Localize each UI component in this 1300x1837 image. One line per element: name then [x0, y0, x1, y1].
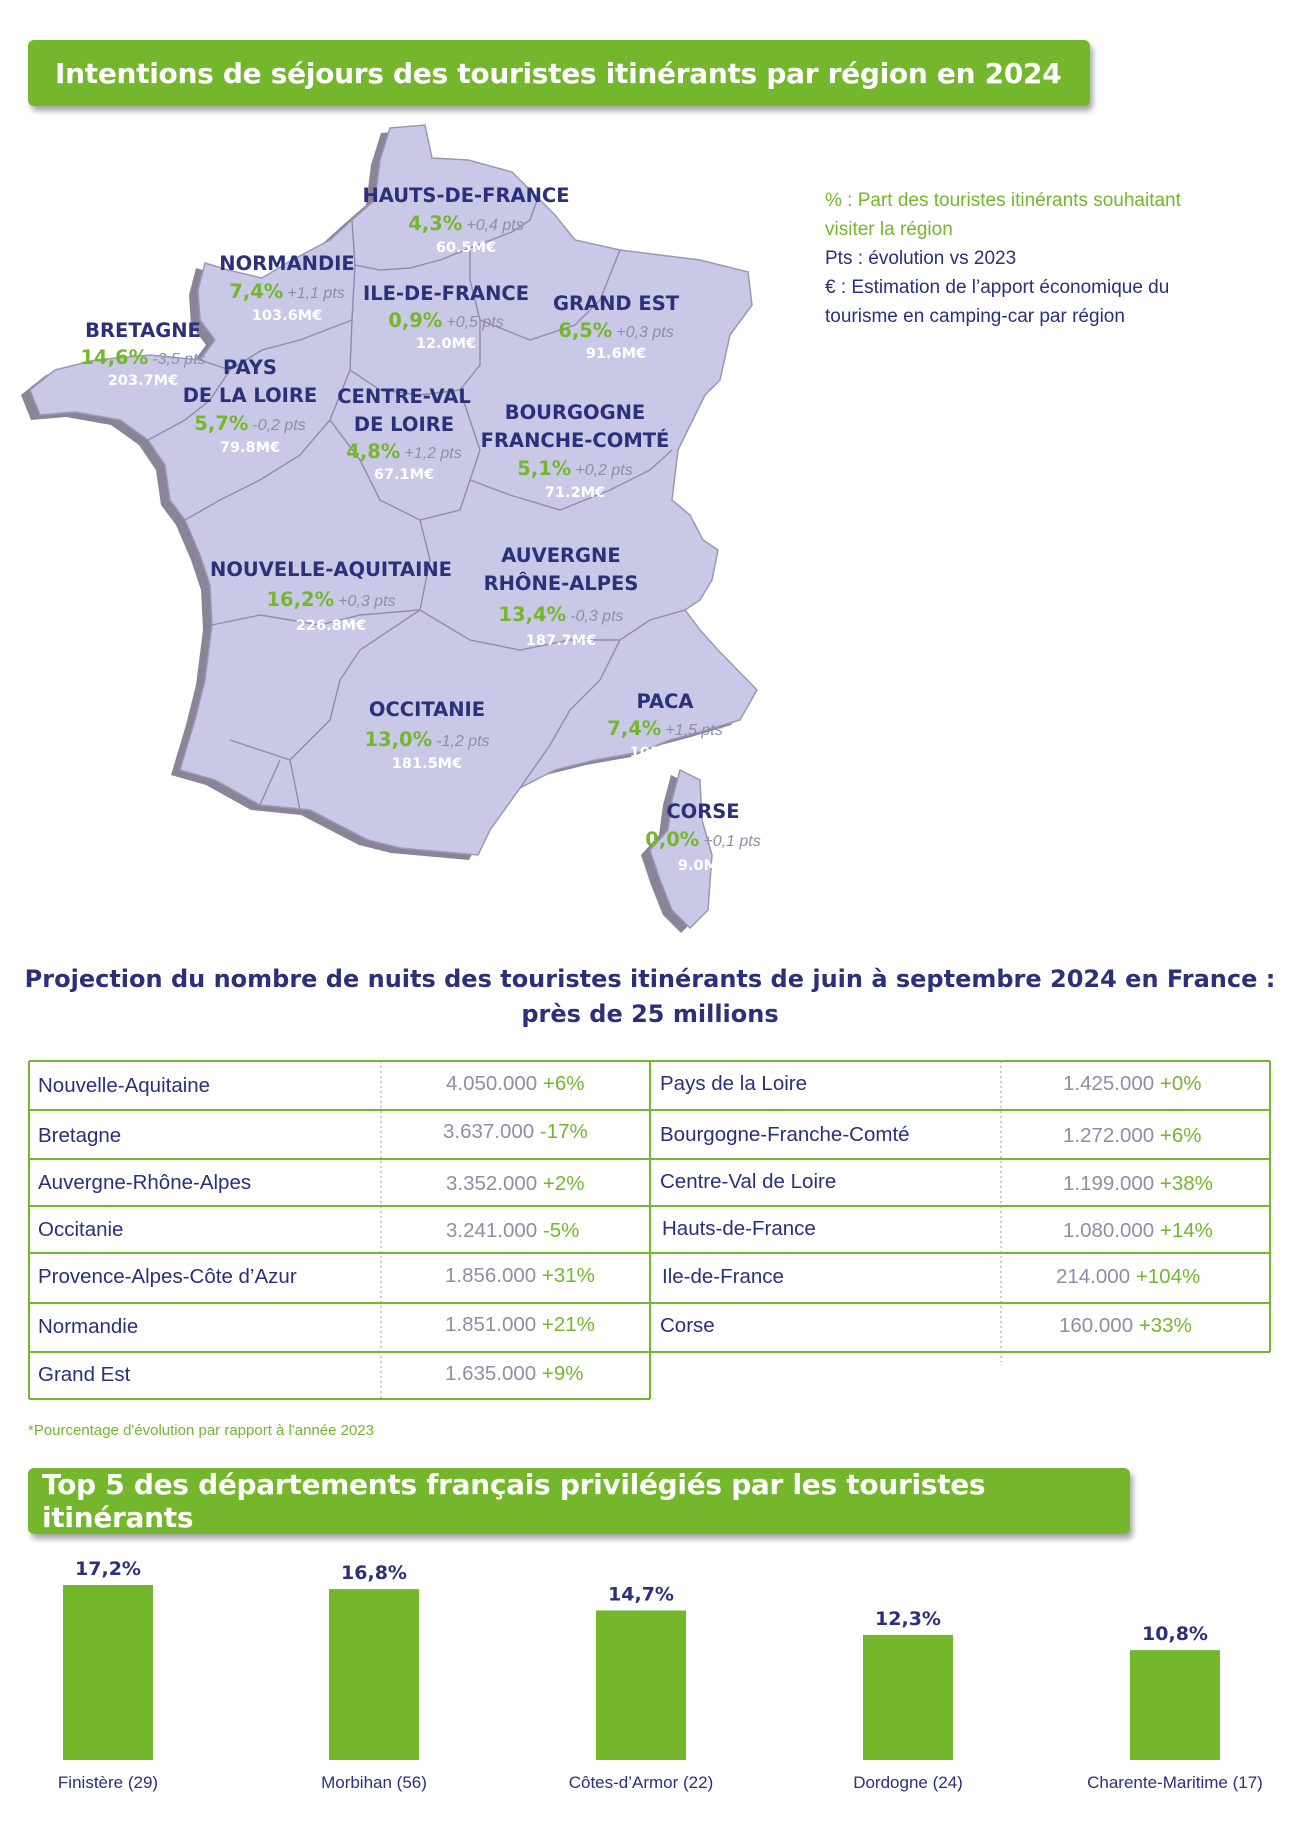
- region-name-paca: PACA: [636, 690, 694, 713]
- table-right-region-5: Corse: [660, 1314, 715, 1337]
- region-eur-corse: 9.0M€: [677, 858, 729, 874]
- top5-bar-chart: [0, 1555, 1300, 1825]
- table-right-value-4: 214.000 +104%: [1056, 1265, 1201, 1288]
- region-eur-pays-de-la-loire: 79.8M€: [219, 440, 281, 456]
- bar-category-label-0: Finistère (29): [57, 1773, 159, 1792]
- table-right-value-2: 1.199.000 +38%: [1063, 1172, 1213, 1195]
- bar-value-label-1: 16,8%: [341, 1562, 407, 1585]
- bar-0: [63, 1585, 153, 1760]
- table-right-value-5: 160.000 +33%: [1059, 1314, 1192, 1337]
- table-left-value-3: 3.241.000 -5%: [446, 1219, 580, 1242]
- region-stat-auvergne-rhone-alpes: 13,4% -0,3 pts: [498, 603, 624, 626]
- region-eur-occitanie: 181.5M€: [391, 756, 463, 772]
- region-eur-nouvelle-aquitaine: 226.8M€: [295, 618, 367, 634]
- section2-title: Top 5 des départements français privilégiés par les touristes itinérants: [42, 1468, 986, 1534]
- region-eur-grand-est: 91.6M€: [585, 346, 647, 362]
- bar-1: [329, 1589, 419, 1760]
- table-right-region-1: Bourgogne-Franche-Comté: [660, 1123, 910, 1146]
- region-name-bretagne: BRETAGNE: [85, 319, 201, 342]
- region-name-grand-est: GRAND EST: [552, 292, 680, 315]
- table-left-value-5: 1.851.000 +21%: [445, 1313, 595, 1336]
- region-eur-hauts-de-france: 60.5M€: [435, 240, 497, 256]
- table-right-region-3: Hauts-de-France: [662, 1217, 816, 1240]
- table-right-value-3: 1.080.000 +14%: [1063, 1219, 1213, 1242]
- table-left-region-6: Grand Est: [38, 1363, 131, 1386]
- table-left-region-2: Auvergne-Rhône-Alpes: [38, 1171, 252, 1194]
- region-name-normandie: NORMANDIE: [219, 252, 355, 275]
- legend-eur-line2: tourisme en camping-car par région: [825, 306, 1125, 327]
- table-left-region-4: Provence-Alpes-Côte d’Azur: [38, 1265, 297, 1288]
- section2-title-banner: [28, 1468, 1130, 1534]
- region-stat-grand-est: 6,5% +0,3 pts: [558, 319, 674, 342]
- region-name-pays-de-la-loire: PAYS DE LA LOIRE: [182, 356, 318, 407]
- projection-title: [0, 962, 1300, 1032]
- bar-3: [863, 1635, 953, 1760]
- bar-category-label-4: Charente-Maritime (17): [1087, 1773, 1263, 1792]
- bar-value-label-3: 12,3%: [875, 1607, 941, 1630]
- region-eur-bourgogne-franche-comte: 71.2M€: [544, 485, 606, 501]
- region-name-bourgogne-franche-comte: BOURGOGNE FRANCHE-COMTÉ: [480, 401, 670, 452]
- bar-value-label-0: 17,2%: [75, 1558, 141, 1580]
- region-name-centre-val-de-loire: CENTRE-VAL DE LOIRE: [337, 385, 471, 436]
- table-right-value-1: 1.272.000 +6%: [1063, 1124, 1202, 1147]
- table-right-region-4: Ile-de-France: [662, 1265, 784, 1288]
- nights-table: [28, 1060, 1271, 1400]
- legend-pct-line1: % : Part des touristes itinérants souhaitant: [825, 190, 1181, 211]
- projection-title-line1: Projection du nombre de nuits des touristes itinérants de juin à septembre 2024 en France :: [24, 965, 1276, 993]
- bar-value-label-4: 10,8%: [1142, 1623, 1208, 1646]
- table-left-value-0: 4.050.000 +6%: [446, 1072, 585, 1095]
- region-name-ile-de-france: ILE-DE-FRANCE: [362, 282, 530, 305]
- table-left-value-6: 1.635.000 +9%: [445, 1362, 584, 1385]
- table-left-value-2: 3.352.000 +2%: [446, 1172, 585, 1195]
- region-stat-corse: 0,0% +0,1 pts: [645, 828, 761, 851]
- bar-category-label-2: Côtes-d’Armor (22): [568, 1773, 714, 1792]
- region-eur-paca: 103.9M€: [629, 745, 701, 761]
- bar-4: [1130, 1650, 1220, 1760]
- legend-pct-line2: visiter la région: [825, 219, 953, 240]
- bar-category-label-3: Dordogne (24): [853, 1773, 963, 1792]
- table-left-region-0: Nouvelle-Aquitaine: [38, 1074, 211, 1097]
- section-title: Intentions de séjours des touristes itinérants par région en 2024: [55, 56, 1062, 90]
- table-right-value-0: 1.425.000 +0%: [1063, 1072, 1202, 1095]
- region-stat-paca: 7,4% +1,5 pts: [607, 717, 723, 740]
- region-eur-normandie: 103.6M€: [251, 308, 323, 324]
- region-stat-normandie: 7,4% +1,1 pts: [229, 280, 345, 303]
- bar-category-label-1: Morbihan (56): [321, 1773, 427, 1792]
- map-regions: [30, 125, 757, 928]
- region-stat-bourgogne-franche-comte: 5,1% +0,2 pts: [517, 457, 633, 480]
- region-stat-nouvelle-aquitaine: 16,2% +0,3 pts: [266, 588, 396, 611]
- region-stat-ile-de-france: 0,9% +0,5 pts: [388, 309, 504, 332]
- region-eur-bretagne: 203.7M€: [107, 373, 179, 389]
- region-stat-pays-de-la-loire: 5,7% -0,2 pts: [194, 412, 306, 435]
- region-stat-occitanie: 13,0% -1,2 pts: [364, 728, 490, 751]
- legend-eur-line1: € : Estimation de l’apport économique du: [825, 277, 1170, 298]
- region-name-corse: CORSE: [666, 800, 740, 823]
- region-name-auvergne-rhone-alpes: AUVERGNE RHÔNE-ALPES: [483, 544, 639, 595]
- region-stat-bretagne: 14,6% -3,5 pts: [80, 346, 206, 369]
- table-left-value-4: 1.856.000 +31%: [445, 1264, 595, 1287]
- footnote: *Pourcentage d'évolution par rapport à l'année 2023: [28, 1422, 374, 1439]
- table-right-region-2: Centre-Val de Loire: [660, 1170, 837, 1193]
- region-eur-centre-val-de-loire: 67.1M€: [373, 467, 435, 483]
- region-name-hauts-de-france: HAUTS-DE-FRANCE: [362, 184, 570, 207]
- region-eur-auvergne-rhone-alpes: 187.7M€: [525, 633, 597, 649]
- table-left-region-5: Normandie: [38, 1315, 139, 1338]
- bar-2: [596, 1610, 686, 1760]
- table-left-value-1: 3.637.000 -17%: [443, 1120, 588, 1143]
- legend-pts: Pts : évolution vs 2023: [825, 248, 1017, 269]
- table-left-region-3: Occitanie: [38, 1218, 124, 1241]
- bar-value-label-2: 14,7%: [608, 1583, 674, 1606]
- table-left-region-1: Bretagne: [38, 1124, 122, 1147]
- section-title-banner: [28, 40, 1090, 106]
- region-name-nouvelle-aquitaine: NOUVELLE-AQUITAINE: [210, 558, 452, 581]
- region-eur-ile-de-france: 12.0M€: [415, 336, 477, 352]
- projection-title-line2: près de 25 millions: [521, 1000, 779, 1028]
- region-stat-hauts-de-france: 4,3% +0,4 pts: [408, 212, 524, 235]
- region-name-occitanie: OCCITANIE: [368, 698, 486, 721]
- table-right-region-0: Pays de la Loire: [660, 1072, 808, 1095]
- region-stat-centre-val-de-loire: 4,8% +1,2 pts: [346, 440, 462, 463]
